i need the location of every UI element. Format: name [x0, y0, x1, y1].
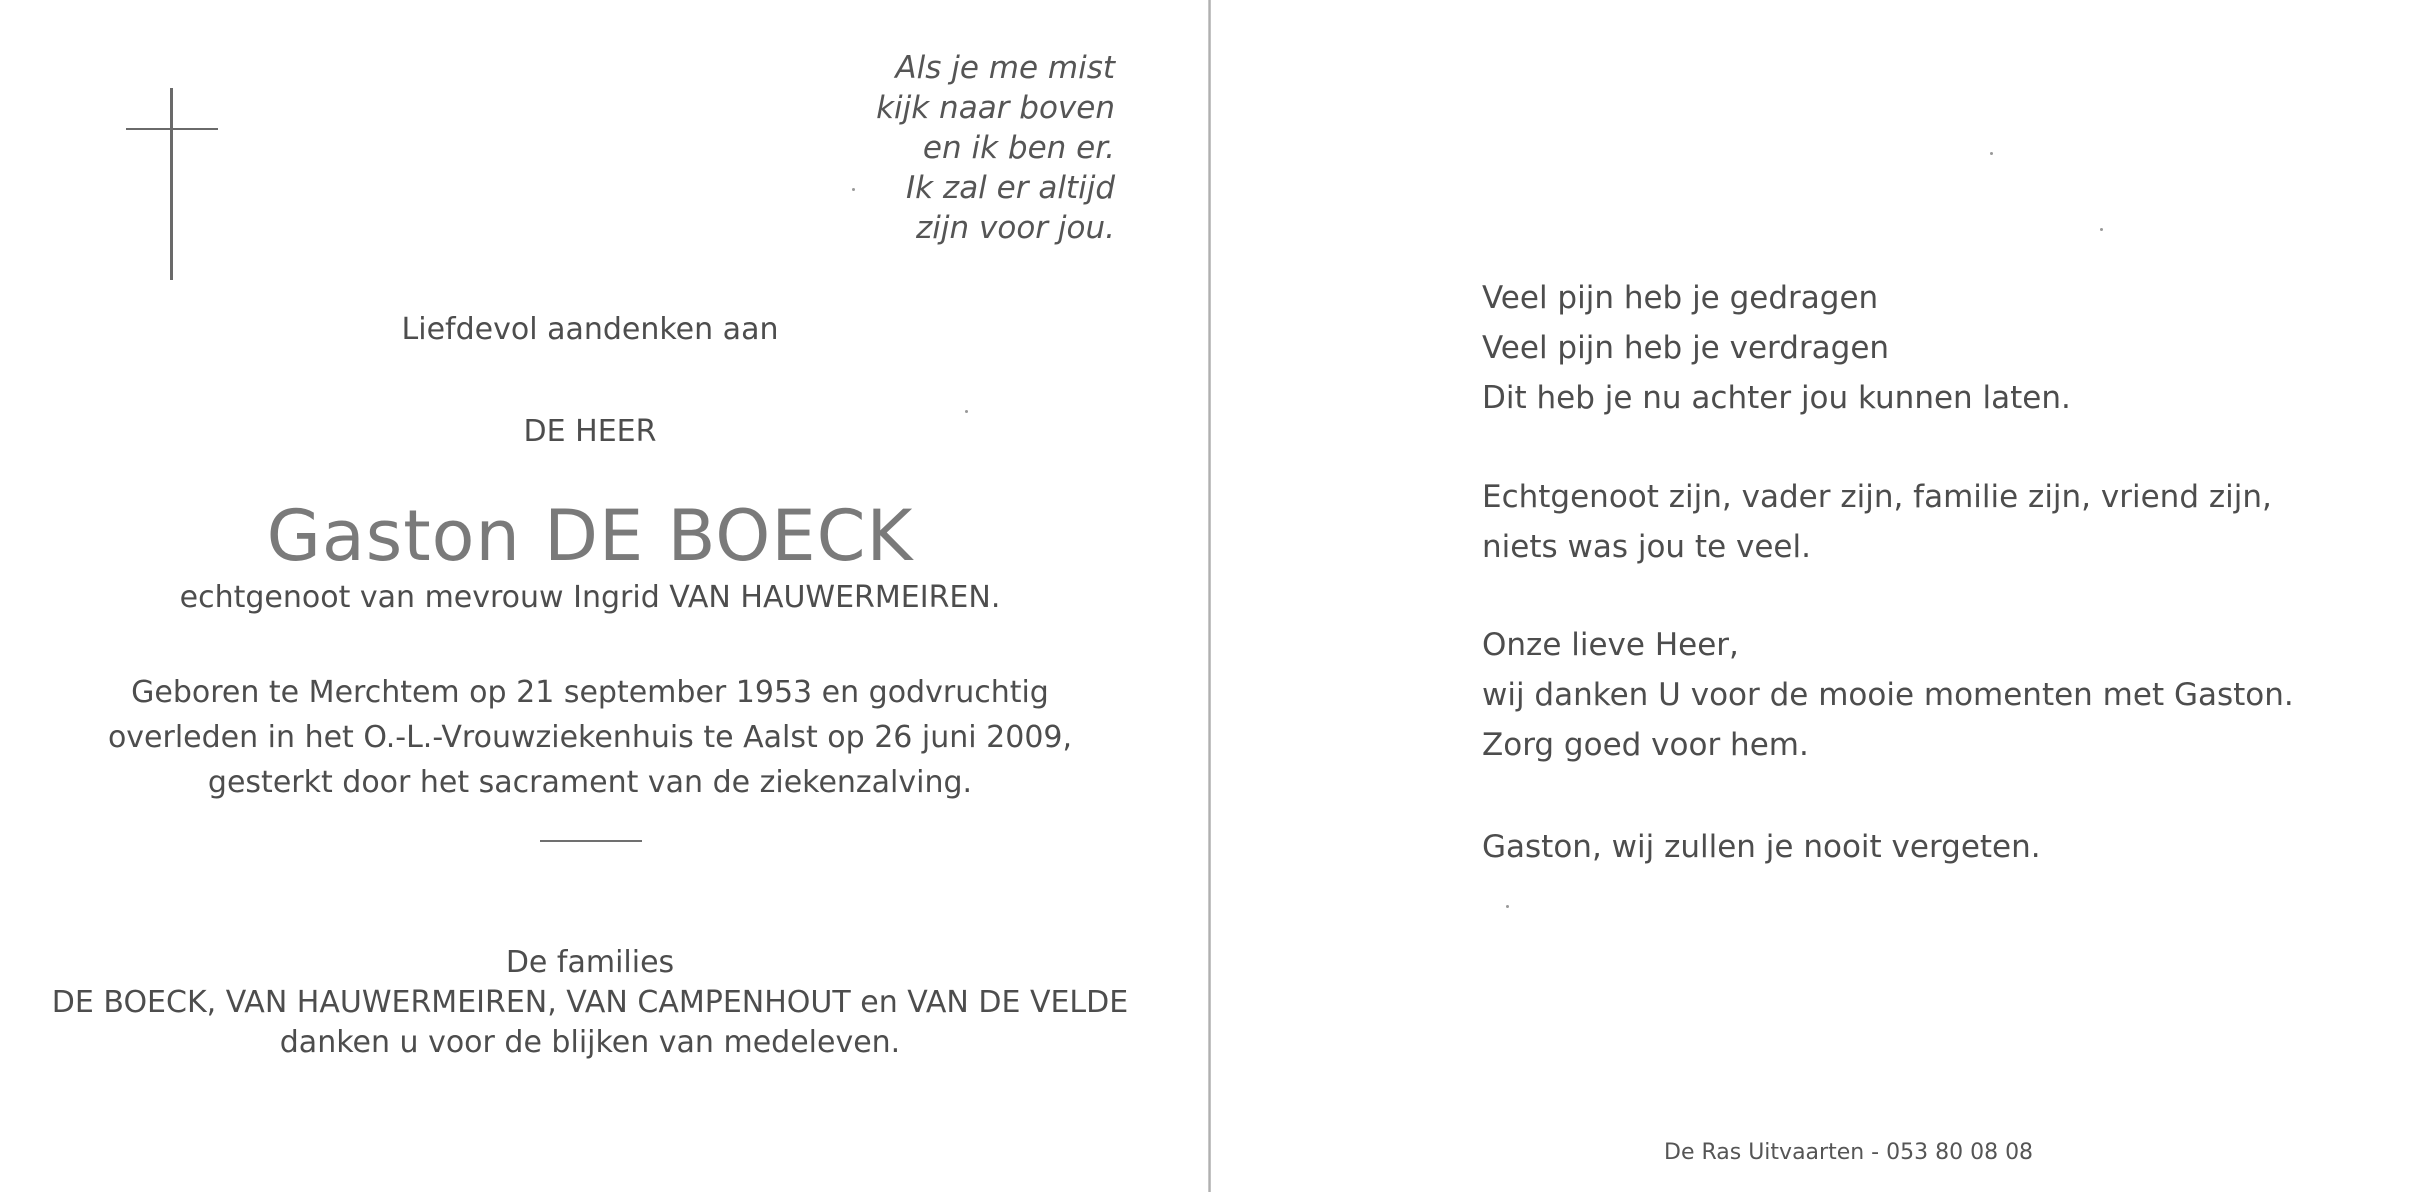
detail-line: Geboren te Merchtem op 21 september 1953 en godvruchtig	[131, 675, 1049, 710]
honorific-title: DE HEER	[523, 414, 657, 449]
families-line: danken u voor de blijken van medeleven.	[279, 1025, 901, 1060]
deceased-name: Gaston DE BOECK	[266, 495, 914, 577]
verse-line: niets was jou te veel.	[1482, 529, 1811, 565]
intro-text: Liefdevol aandenken aan	[401, 312, 779, 347]
poem-line: Ik zal er altijd	[905, 170, 1115, 206]
funeral-home-footer: De Ras Uitvaarten - 053 80 08 08	[1664, 1140, 2034, 1165]
spouse-line: echtgenoot van mevrouw Ingrid VAN HAUWERMEIREN.	[179, 580, 1001, 615]
verse-line: Veel pijn heb je gedragen	[1482, 280, 1879, 316]
divider-line	[540, 840, 642, 842]
verse-line: Gaston, wij zullen je nooit vergeten.	[1482, 829, 2041, 865]
families-line: DE BOECK, VAN HAUWERMEIREN, VAN CAMPENHOUT en VAN DE VELDE	[51, 985, 1129, 1020]
verse-line: Onze lieve Heer,	[1482, 627, 1739, 663]
families-line: De families	[505, 945, 675, 980]
verse-stanza	[1482, 472, 2272, 572]
poem	[876, 48, 1115, 248]
verse-line: Veel pijn heb je verdragen	[1482, 330, 1890, 366]
verse-line: wij danken U voor de mooie momenten met Gaston.	[1482, 677, 2294, 713]
families-thanks	[40, 943, 1140, 1063]
detail-line: overleden in het O.-L.-Vrouwziekenhuis te Aalst op 26 juni 2009,	[107, 720, 1073, 755]
left-card-page	[0, 0, 1210, 1192]
verse-line: Echtgenoot zijn, vader zijn, familie zijn, vriend zijn,	[1482, 479, 2272, 515]
poem-line: kijk naar boven	[876, 90, 1115, 126]
poem-line: en ik ben er.	[922, 130, 1115, 166]
verse-stanza	[1482, 273, 2071, 423]
verse-line: Dit heb je nu achter jou kunnen laten.	[1482, 380, 2071, 416]
detail-line: gesterkt door het sacrament van de ziekenzalving.	[207, 765, 973, 800]
verse-stanza	[1482, 620, 2294, 770]
verse-stanza	[1482, 822, 2041, 872]
poem-line: zijn voor jou.	[916, 210, 1115, 246]
verse-line: Zorg goed voor hem.	[1482, 727, 1809, 763]
birth-death-details	[40, 670, 1140, 805]
card-fold	[1208, 0, 1211, 1192]
cross-icon	[126, 88, 218, 280]
right-card-page	[1212, 0, 2429, 1192]
poem-line: Als je me mist	[895, 50, 1115, 86]
